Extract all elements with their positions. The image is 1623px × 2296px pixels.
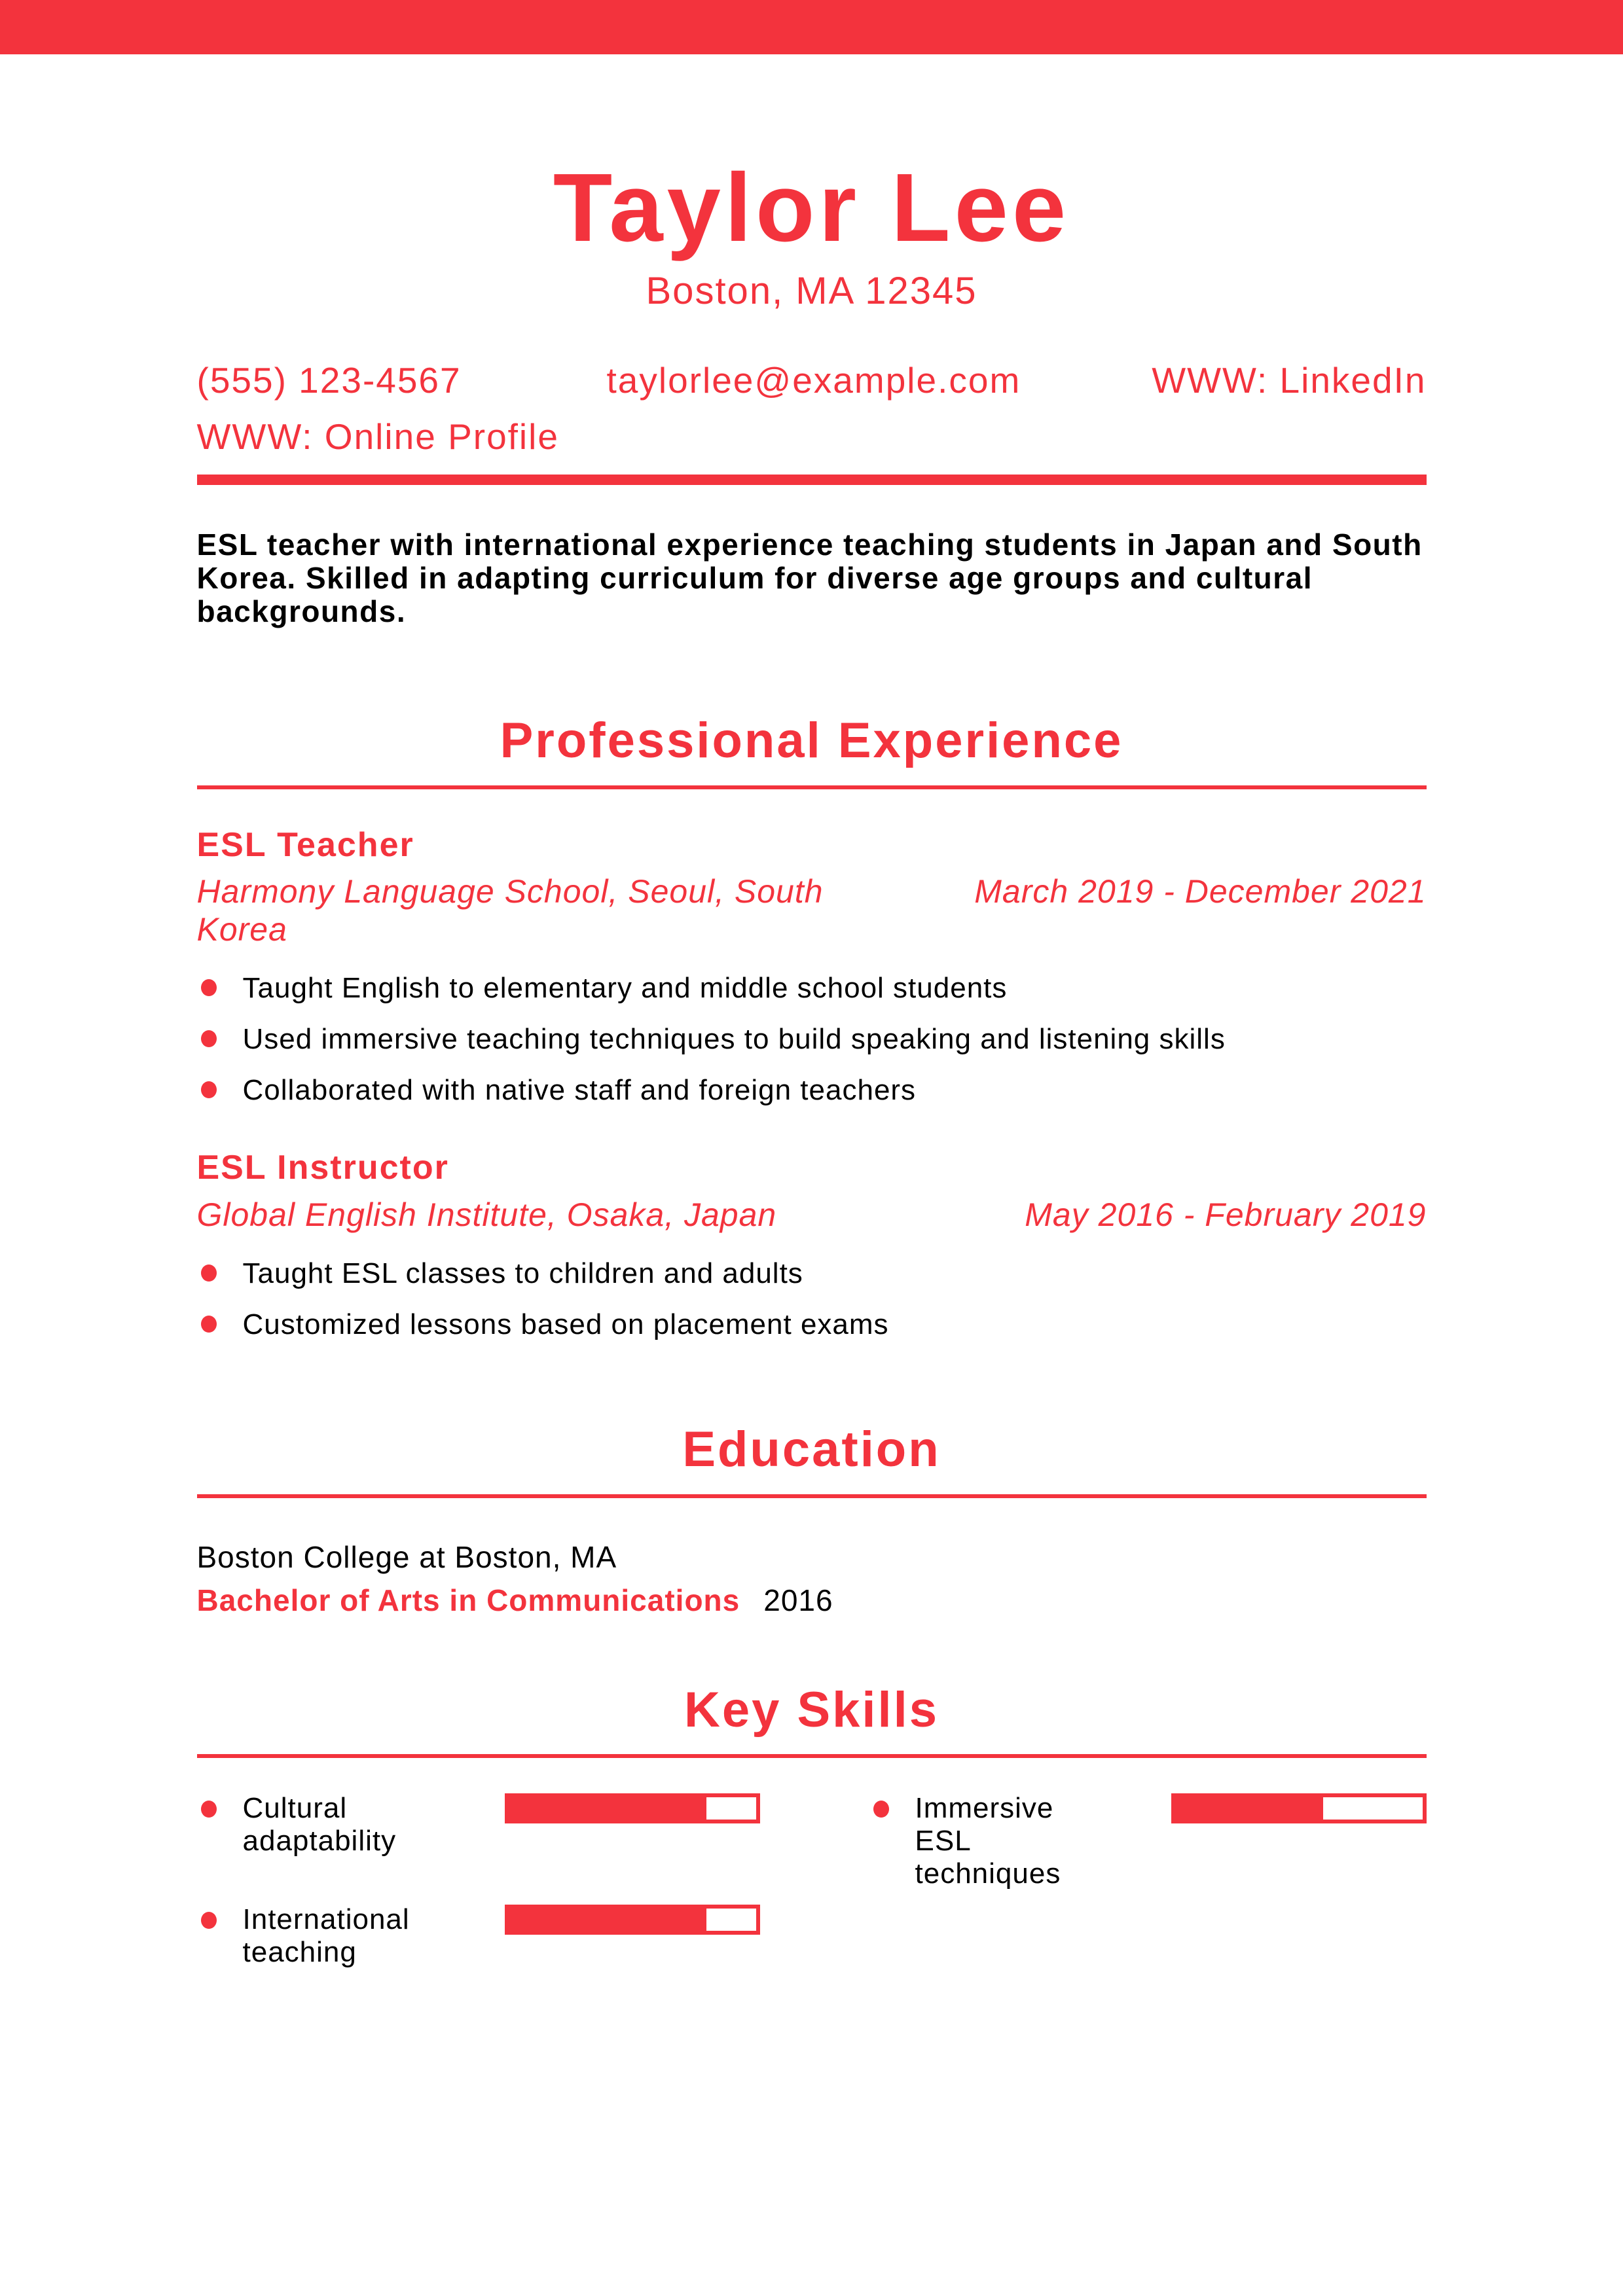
skill-level-fill: [509, 1909, 706, 1931]
summary-text: ESL teacher with international experience teaching students in Japan and South Korea. Skilled in adapting curriculum for diverse age groups and cultural backgrounds.: [196, 528, 1423, 629]
bullet-item: [197, 1073, 1427, 1108]
bullet-item: [197, 1256, 1427, 1291]
education-degree: Bachelor of Arts in Communications: [196, 1583, 740, 1617]
skill-label: Immersive ESL techniques: [915, 1791, 1061, 1890]
bullet-dot-icon: [201, 1030, 217, 1047]
skills-column-right: [869, 1792, 1427, 1969]
contact-email: taylorlee@example.com: [606, 360, 1021, 401]
education-heading-rule: [197, 1494, 1427, 1498]
education-year: 2016: [763, 1583, 833, 1617]
skills-column-left: [197, 1792, 760, 1969]
bullet-dot-icon: [873, 1801, 889, 1818]
bullet-item: [197, 1022, 1427, 1057]
job-bullet-list: [197, 971, 1427, 1108]
job-dates: March 2019 - December 2021: [974, 873, 1427, 910]
contact-phone: (555) 123-4567: [196, 360, 462, 401]
skill-label: International teaching: [242, 1903, 410, 1968]
skills-grid: [197, 1792, 1427, 1969]
skill-level-bar: [505, 1793, 760, 1823]
job-title: ESL Instructor: [196, 1149, 449, 1187]
job-entry: [197, 1149, 1427, 1342]
skill-level-bar: [1171, 1793, 1427, 1823]
person-location: Boston, MA 12345: [646, 270, 977, 313]
bullet-dot-icon: [201, 1265, 217, 1282]
bullet-text: Taught English to elementary and middle school students: [242, 972, 1008, 1005]
bullet-dot-icon: [201, 1316, 217, 1333]
skill-level-fill: [1175, 1797, 1324, 1820]
bullet-item: [197, 971, 1427, 1006]
skill-item: [869, 1792, 1427, 1890]
section-heading-experience: Professional Experience: [500, 713, 1123, 769]
bullet-dot-icon: [201, 1912, 217, 1929]
bullet-text: Taught ESL classes to children and adults: [242, 1257, 803, 1290]
top-accent-bar: [0, 0, 1623, 54]
bullet-text: Used immersive teaching techniques to build speaking and listening skills: [242, 1023, 1226, 1056]
bullet-dot-icon: [201, 1801, 217, 1818]
skill-item: [197, 1792, 760, 1857]
job-company: Harmony Language School, Seoul, South Korea: [196, 873, 824, 948]
key-skills-heading-rule: [197, 1754, 1427, 1758]
job-meta-row: [197, 872, 1427, 948]
education-entry: [197, 1539, 1427, 1619]
section-heading-key-skills: Key Skills: [684, 1681, 939, 1738]
skill-label: Cultural adaptability: [242, 1791, 397, 1857]
section-heading-education: Education: [682, 1422, 941, 1478]
bullet-dot-icon: [201, 979, 217, 996]
job-bullet-list: [197, 1256, 1427, 1342]
contact-row: [197, 357, 1427, 460]
contact-linkedin-link: WWW: LinkedIn: [1152, 360, 1427, 401]
job-dates: May 2016 - February 2019: [1025, 1196, 1427, 1234]
bullet-dot-icon: [201, 1081, 217, 1098]
job-meta-row: [197, 1196, 1427, 1234]
bullet-text: Collaborated with native staff and foreign teachers: [242, 1074, 917, 1107]
skill-level-bar: [505, 1905, 760, 1935]
education-school: Boston College at Boston, MA: [196, 1539, 617, 1574]
bullet-item: [197, 1307, 1427, 1342]
experience-heading-rule: [197, 785, 1427, 789]
skill-level-fill: [509, 1797, 706, 1820]
person-name: Taylor Lee: [553, 154, 1070, 262]
job-entry: [197, 826, 1427, 1109]
job-title: ESL Teacher: [196, 825, 414, 864]
skill-item: [197, 1903, 760, 1969]
education-degree-row: [197, 1582, 1427, 1619]
bullet-text: Customized lessons based on placement exams: [242, 1308, 889, 1341]
header-divider-rule: [197, 475, 1427, 485]
job-company: Global English Institute, Osaka, Japan: [196, 1196, 777, 1234]
contact-online-profile-link: WWW: Online Profile: [196, 416, 559, 457]
